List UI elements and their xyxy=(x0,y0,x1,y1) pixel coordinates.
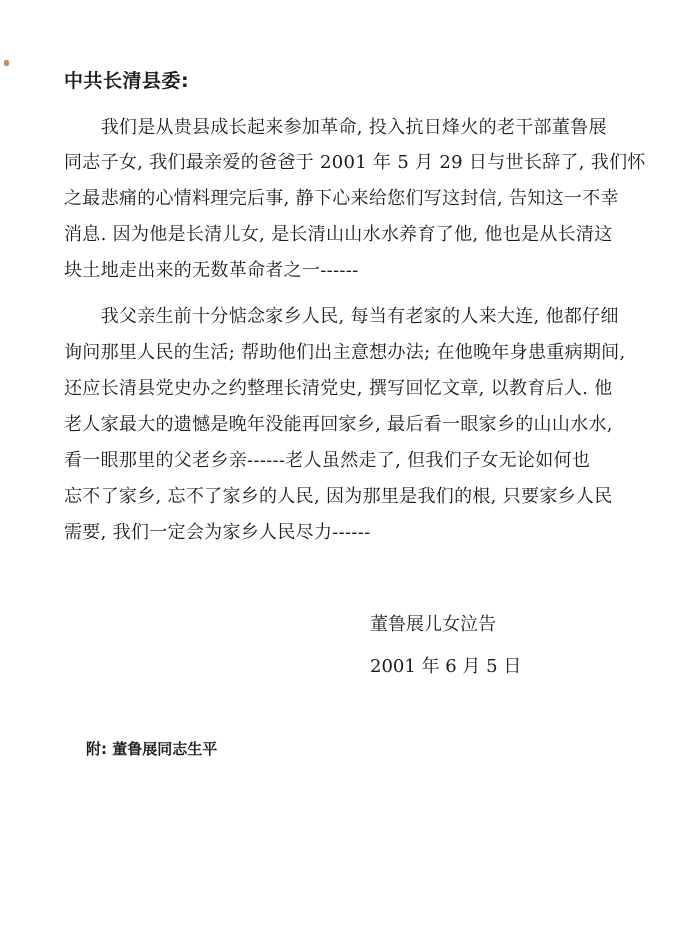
paragraph-1-line-2: 同志子女, 我们最亲爱的爸爸于 2001 年 5 月 29 日与世长辞了, 我们怀 xyxy=(64,152,646,173)
paragraph-1-line-3: 之最悲痛的心情料理完后事, 静下心来给您们写这封信, 告知这一不幸 xyxy=(64,188,619,209)
paragraph-2-line-6: 忘不了家乡, 忘不了家乡的人民, 因为那里是我们的根, 只要家乡人民 xyxy=(64,486,613,507)
paragraph-1-line-5: 块土地走出来的无数革命者之一------ xyxy=(64,260,359,281)
paragraph-2-line-1: 我父亲生前十分惦念家乡人民, 每当有老家的人来大连, 他都仔细 xyxy=(64,306,619,327)
paragraph-2-line-4: 老人家最大的遗憾是晚年没能再回家乡, 最后看一眼家乡的山山水水, xyxy=(64,414,613,435)
paragraph-2-line-5: 看一眼那里的父老乡亲------老人虽然走了, 但我们子女无论如何也 xyxy=(64,450,591,471)
letter-salutation: 中共长清县委: xyxy=(64,70,190,92)
letter-date: 2001 年 6 月 5 日 xyxy=(370,656,522,677)
scan-mark xyxy=(4,60,9,66)
paragraph-1-line-1: 我们是从贵县成长起来参加革命, 投入抗日烽火的老干部董鲁展 xyxy=(64,117,607,138)
paragraph-1-line-4: 消息. 因为他是长清儿女, 是长清山山水水养育了他, 他也是从长清这 xyxy=(64,224,613,245)
paragraph-2-line-3: 还应长清县党史办之约整理长清党史, 撰写回忆文章, 以教育后人. 他 xyxy=(64,378,613,399)
paragraph-2-line-2: 询问那里人民的生活; 帮助他们出主意想办法; 在他晚年身患重病期间, xyxy=(64,342,626,363)
letter-signature: 董鲁展儿女泣告 xyxy=(370,614,496,635)
paragraph-2-line-7: 需要, 我们一定会为家乡人民尽力------ xyxy=(64,522,371,543)
appendix-note: 附: 董鲁展同志生平 xyxy=(86,740,218,758)
